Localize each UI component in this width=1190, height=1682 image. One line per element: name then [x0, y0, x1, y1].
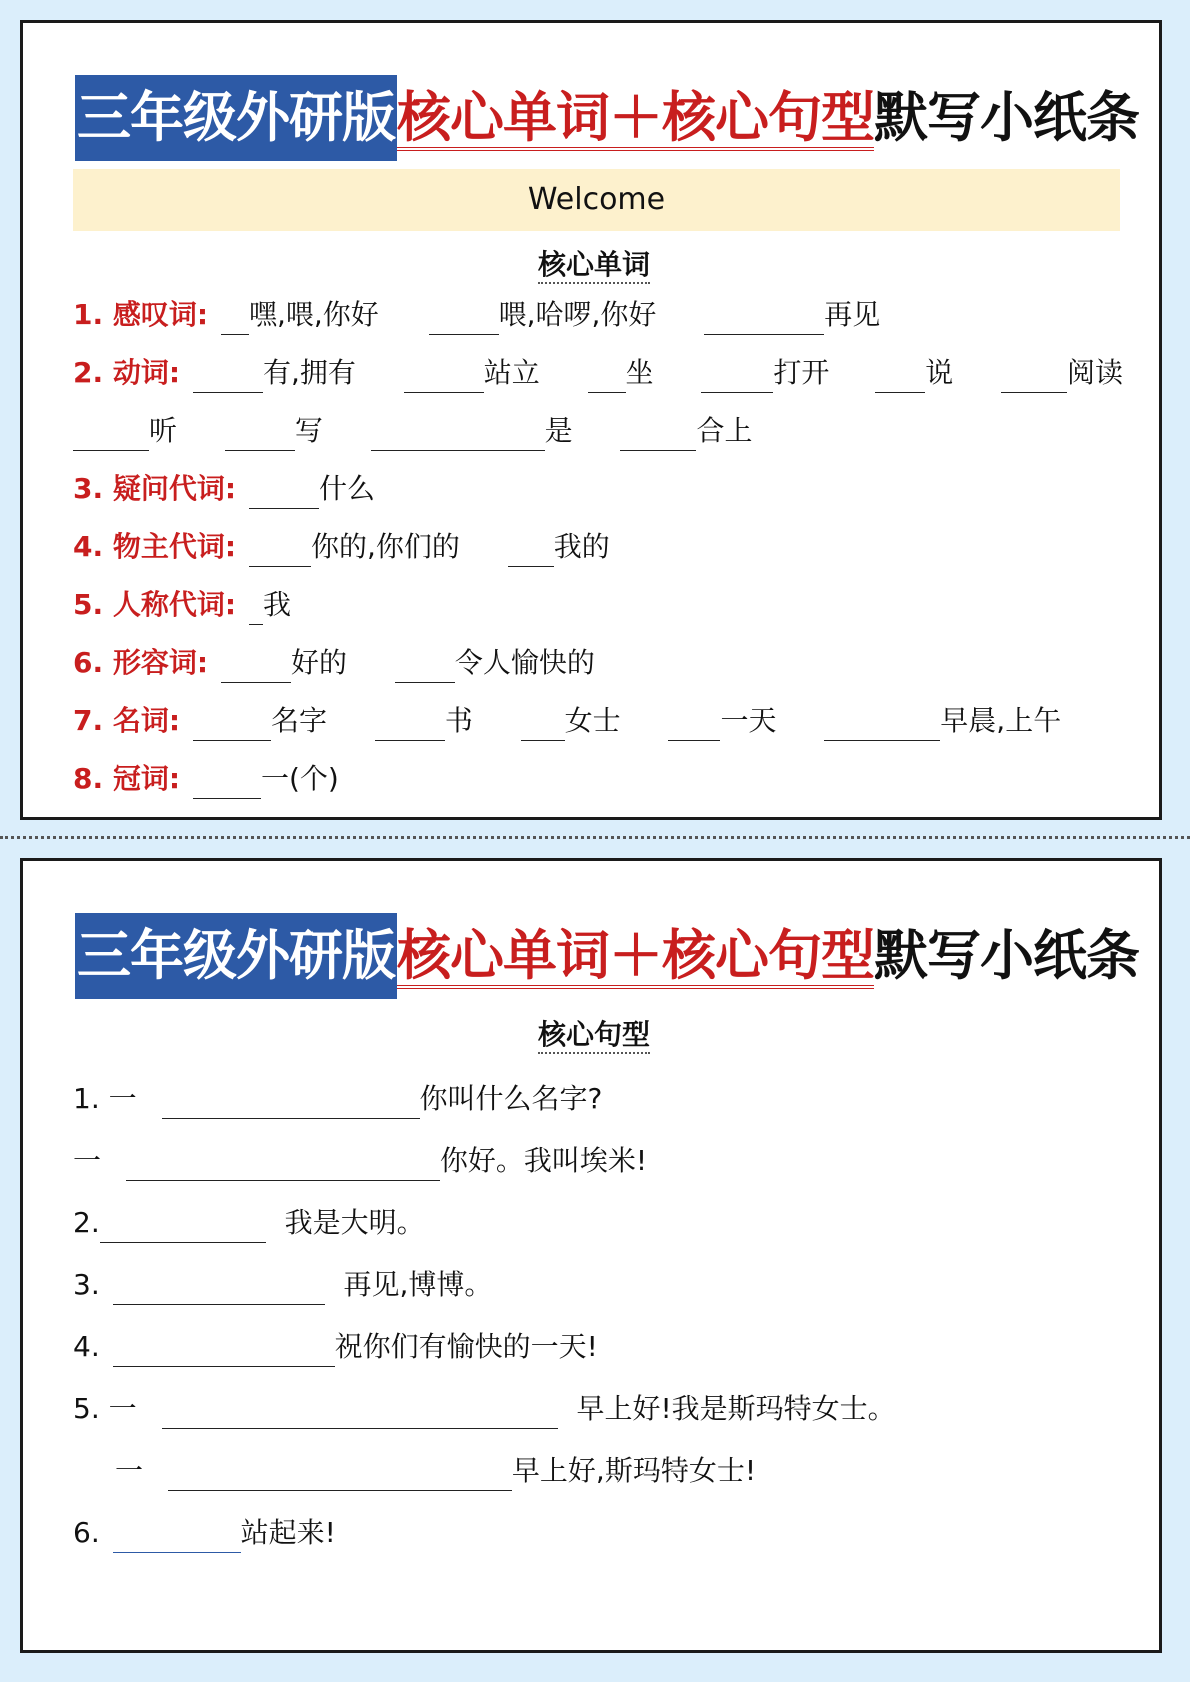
unit-banner: Welcome	[73, 169, 1120, 231]
sentence-hint: 早上好,斯玛特女士!	[511, 1454, 757, 1487]
row-label: 4. 物主代词:	[73, 530, 237, 563]
word-row-4	[73, 527, 610, 567]
word-hint: 站立	[483, 356, 540, 389]
title-topic: 核心单词＋核心句型	[397, 75, 874, 151]
sentence-row-5	[73, 1389, 896, 1429]
answer-blank[interactable]	[221, 302, 249, 335]
title-type: 默写小纸条	[874, 86, 1139, 149]
words-card	[20, 20, 1162, 820]
answer-blank[interactable]	[824, 708, 940, 741]
sentence-number: 5. 一	[73, 1392, 137, 1425]
answer-blank[interactable]	[588, 360, 626, 393]
word-hint: 合上	[696, 414, 753, 447]
answer-blank[interactable]	[100, 1210, 266, 1243]
row-label: 3. 疑问代词:	[73, 472, 237, 505]
word-hint: 听	[149, 414, 178, 447]
sentence-number: 一	[73, 1144, 102, 1177]
answer-blank[interactable]	[73, 418, 149, 451]
word-row-3	[73, 469, 375, 509]
answer-blank[interactable]	[168, 1458, 512, 1491]
sentence-hint: 你好。我叫埃米!	[439, 1144, 648, 1177]
word-hint: 一(个)	[260, 762, 339, 795]
answer-blank[interactable]	[162, 1086, 420, 1119]
word-hint: 名字	[270, 704, 327, 737]
sentence-number: 6.	[73, 1516, 100, 1549]
answer-blank[interactable]	[701, 360, 773, 393]
answer-blank[interactable]	[113, 1272, 325, 1305]
word-hint: 令人愉快的	[454, 646, 595, 679]
word-hint: 书	[444, 704, 473, 737]
answer-blank[interactable]	[375, 708, 445, 741]
row-label: 2. 动词:	[73, 356, 181, 389]
answer-blank[interactable]	[162, 1396, 558, 1429]
answer-blank[interactable]	[1001, 360, 1067, 393]
answer-blank[interactable]	[875, 360, 925, 393]
row-label: 1. 感叹词:	[73, 298, 209, 331]
word-hint: 再见	[824, 298, 881, 331]
word-hint: 喂,哈啰,你好	[498, 298, 657, 331]
answer-blank[interactable]	[704, 302, 824, 335]
words-heading: 核心单词	[23, 243, 1165, 283]
word-hint: 坐	[625, 356, 654, 389]
word-hint: 写	[294, 414, 323, 447]
word-row-6	[73, 643, 595, 683]
page-title	[75, 75, 1139, 161]
answer-blank[interactable]	[620, 418, 696, 451]
answer-blank[interactable]	[249, 476, 319, 509]
sentence-number: 2.	[73, 1206, 100, 1239]
sentence-number: 1. 一	[73, 1082, 137, 1115]
row-label: 6. 形容词:	[73, 646, 209, 679]
sentence-row-3	[73, 1265, 492, 1305]
answer-blank[interactable]	[126, 1148, 440, 1181]
answer-blank[interactable]	[225, 418, 295, 451]
word-row-5	[73, 585, 291, 625]
sentence-row-1	[73, 1079, 602, 1119]
sentences-heading: 核心句型	[23, 1013, 1165, 1053]
sentence-number: 4.	[73, 1330, 100, 1363]
row-label: 7. 名词:	[73, 704, 181, 737]
word-hint: 说	[925, 356, 954, 389]
sentence-row-5b	[115, 1451, 756, 1491]
word-hint: 好的	[290, 646, 347, 679]
word-hint: 你的,你们的	[310, 530, 460, 563]
answer-blank[interactable]	[508, 534, 554, 567]
page-title	[75, 913, 1139, 999]
word-row-1	[73, 295, 880, 335]
title-topic: 核心单词＋核心句型	[397, 913, 874, 989]
word-row-2	[73, 353, 1123, 393]
word-hint: 阅读	[1067, 356, 1124, 389]
sentence-hint: 你叫什么名字?	[419, 1082, 603, 1115]
answer-blank[interactable]	[249, 534, 311, 567]
title-type: 默写小纸条	[874, 924, 1139, 987]
title-grade: 三年级外研版	[75, 913, 397, 999]
sentence-hint: 祝你们有愉快的一天!	[334, 1330, 598, 1363]
answer-blank[interactable]	[404, 360, 484, 393]
word-row-7	[73, 701, 1061, 741]
sentence-row-1b	[73, 1141, 647, 1181]
cut-line	[0, 836, 1190, 839]
answer-blank[interactable]	[668, 708, 720, 741]
answer-blank[interactable]	[193, 708, 271, 741]
sentence-hint: 早上好!我是斯玛特女士。	[576, 1392, 896, 1425]
word-hint: 嘿,喂,你好	[248, 298, 379, 331]
sentence-row-4	[73, 1327, 598, 1367]
row-label: 8. 冠词:	[73, 762, 181, 795]
sentence-hint: 站起来!	[240, 1516, 336, 1549]
answer-blank[interactable]	[429, 302, 499, 335]
answer-blank[interactable]	[395, 650, 455, 683]
word-hint: 什么	[318, 472, 375, 505]
sentence-row-2	[73, 1203, 425, 1243]
word-hint: 女士	[564, 704, 621, 737]
answer-blank[interactable]	[113, 1334, 335, 1367]
word-hint: 我的	[553, 530, 610, 563]
word-row-8	[73, 759, 339, 799]
answer-blank[interactable]	[113, 1520, 241, 1553]
word-hint: 早晨,上午	[940, 704, 1062, 737]
sentences-card	[20, 858, 1162, 1653]
answer-blank[interactable]	[249, 592, 263, 625]
row-label: 5. 人称代词:	[73, 588, 237, 621]
word-hint: 有,拥有	[262, 356, 356, 389]
word-hint: 一天	[720, 704, 777, 737]
word-hint: 我	[262, 588, 291, 621]
answer-blank[interactable]	[193, 360, 263, 393]
sentence-hint: 再见,博博。	[343, 1268, 493, 1301]
title-grade: 三年级外研版	[75, 75, 397, 161]
sentence-hint: 我是大明。	[284, 1206, 425, 1239]
answer-blank[interactable]	[221, 650, 291, 683]
answer-blank[interactable]	[193, 766, 261, 799]
word-row-2-cont	[73, 411, 753, 451]
answer-blank[interactable]	[371, 418, 545, 451]
sentence-number: 一	[115, 1454, 144, 1487]
word-hint: 打开	[773, 356, 830, 389]
word-hint: 是	[544, 414, 573, 447]
answer-blank[interactable]	[521, 708, 565, 741]
sentence-number: 3.	[73, 1268, 100, 1301]
sentence-row-6	[73, 1513, 336, 1553]
